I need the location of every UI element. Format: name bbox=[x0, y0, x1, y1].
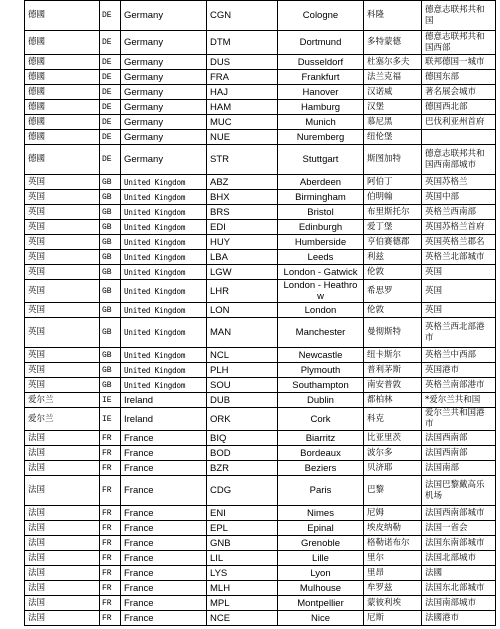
city-note: 英格兰西北部港市 bbox=[422, 318, 496, 348]
city-name-cn: 伦敦 bbox=[364, 303, 422, 318]
table-row bbox=[25, 408, 496, 431]
country-code: DE bbox=[100, 130, 121, 145]
city-name-cn: 纽卡斯尔 bbox=[364, 348, 422, 363]
country-code: GB bbox=[100, 280, 121, 303]
country-name-cn: 德國 bbox=[25, 130, 100, 145]
city-name-cn: 蒙彼利埃 bbox=[364, 596, 422, 611]
country-code: FR bbox=[100, 566, 121, 581]
airport-code: EDI bbox=[207, 220, 278, 235]
country-name-cn: 法国 bbox=[25, 521, 100, 536]
country-name: France bbox=[121, 566, 207, 581]
country-code: FR bbox=[100, 521, 121, 536]
city-name: Hamburg bbox=[278, 100, 364, 115]
table-row bbox=[25, 70, 496, 85]
city-name: Manchester bbox=[278, 318, 364, 348]
city-note: 英国中部 bbox=[422, 190, 496, 205]
city-name-cn: 伦敦 bbox=[364, 265, 422, 280]
table-row bbox=[25, 536, 496, 551]
table-row bbox=[25, 348, 496, 363]
table-row bbox=[25, 100, 496, 115]
airport-code: ORK bbox=[207, 408, 278, 431]
city-name: London - Gatwick bbox=[278, 265, 364, 280]
airport-code: BHX bbox=[207, 190, 278, 205]
city-note: 德意志联邦共和国 bbox=[422, 1, 496, 31]
city-note: 法国西南部 bbox=[422, 446, 496, 461]
country-code: GB bbox=[100, 378, 121, 393]
city-name: Montpellier bbox=[278, 596, 364, 611]
country-name: United Kingdom bbox=[121, 265, 207, 280]
country-code: DE bbox=[100, 145, 121, 175]
country-name: United Kingdom bbox=[121, 348, 207, 363]
country-name: United Kingdom bbox=[121, 235, 207, 250]
country-name: Ireland bbox=[121, 393, 207, 408]
city-name-cn: 伯明翰 bbox=[364, 190, 422, 205]
city-name-cn: 南安普敦 bbox=[364, 378, 422, 393]
country-name: France bbox=[121, 476, 207, 506]
city-note: 英格兰中西部 bbox=[422, 348, 496, 363]
city-name: Southampton bbox=[278, 378, 364, 393]
country-name-cn: 英国 bbox=[25, 348, 100, 363]
airport-code: GNB bbox=[207, 536, 278, 551]
city-name: Beziers bbox=[278, 461, 364, 476]
country-name-cn: 法国 bbox=[25, 611, 100, 626]
table-row bbox=[25, 506, 496, 521]
country-name: Germany bbox=[121, 1, 207, 31]
country-name-cn: 德國 bbox=[25, 1, 100, 31]
city-name: Nice bbox=[278, 611, 364, 626]
city-name-cn: 亨伯赛德郡 bbox=[364, 235, 422, 250]
country-name-cn: 法国 bbox=[25, 581, 100, 596]
table-row bbox=[25, 31, 496, 55]
country-name: France bbox=[121, 536, 207, 551]
city-name-cn: 杜塞尔多夫 bbox=[364, 55, 422, 70]
country-name-cn: 法国 bbox=[25, 446, 100, 461]
country-code: FR bbox=[100, 536, 121, 551]
table-row bbox=[25, 175, 496, 190]
country-name: France bbox=[121, 461, 207, 476]
country-name: United Kingdom bbox=[121, 190, 207, 205]
table-row bbox=[25, 235, 496, 250]
city-note: 英格兰北部城市 bbox=[422, 250, 496, 265]
airport-code: HAM bbox=[207, 100, 278, 115]
country-name-cn: 德國 bbox=[25, 70, 100, 85]
country-name-cn: 英国 bbox=[25, 280, 100, 303]
airport-code: MLH bbox=[207, 581, 278, 596]
country-code: DE bbox=[100, 85, 121, 100]
airport-code: MAN bbox=[207, 318, 278, 348]
city-note: 法國 bbox=[422, 566, 496, 581]
country-code: GB bbox=[100, 250, 121, 265]
city-name: Birmingham bbox=[278, 190, 364, 205]
city-note: 联邦德国一城市 bbox=[422, 55, 496, 70]
city-note: 英格兰南部港市 bbox=[422, 378, 496, 393]
country-name: France bbox=[121, 611, 207, 626]
airport-code: MPL bbox=[207, 596, 278, 611]
city-name: Epinal bbox=[278, 521, 364, 536]
table-row bbox=[25, 461, 496, 476]
country-name: United Kingdom bbox=[121, 205, 207, 220]
city-note: 法國港市 bbox=[422, 611, 496, 626]
country-name-cn: 英国 bbox=[25, 250, 100, 265]
country-code: GB bbox=[100, 205, 121, 220]
table-row bbox=[25, 280, 496, 303]
airport-code: BRS bbox=[207, 205, 278, 220]
city-note: 英国 bbox=[422, 303, 496, 318]
country-code: FR bbox=[100, 581, 121, 596]
country-code: GB bbox=[100, 348, 121, 363]
country-name-cn: 英国 bbox=[25, 235, 100, 250]
country-code: DE bbox=[100, 55, 121, 70]
country-name: United Kingdom bbox=[121, 378, 207, 393]
country-name-cn: 德國 bbox=[25, 115, 100, 130]
country-code: GB bbox=[100, 265, 121, 280]
country-name-cn: 法国 bbox=[25, 551, 100, 566]
country-code: IE bbox=[100, 408, 121, 431]
table-row bbox=[25, 476, 496, 506]
country-code: FR bbox=[100, 506, 121, 521]
country-name: France bbox=[121, 506, 207, 521]
table-row bbox=[25, 551, 496, 566]
city-name: Grenoble bbox=[278, 536, 364, 551]
airport-code-table bbox=[24, 0, 496, 626]
country-name-cn: 英国 bbox=[25, 303, 100, 318]
country-name: United Kingdom bbox=[121, 318, 207, 348]
city-note: 法国西南部城市 bbox=[422, 506, 496, 521]
country-name: Germany bbox=[121, 115, 207, 130]
city-name-cn: 曼彻斯特 bbox=[364, 318, 422, 348]
airport-code: BOD bbox=[207, 446, 278, 461]
country-name: France bbox=[121, 581, 207, 596]
country-name-cn: 英国 bbox=[25, 318, 100, 348]
table-row bbox=[25, 363, 496, 378]
city-name-cn: 尼姆 bbox=[364, 506, 422, 521]
city-name: Bordeaux bbox=[278, 446, 364, 461]
country-name: Ireland bbox=[121, 408, 207, 431]
table-row bbox=[25, 596, 496, 611]
country-name: Germany bbox=[121, 85, 207, 100]
country-name-cn: 德國 bbox=[25, 100, 100, 115]
airport-code: BIQ bbox=[207, 431, 278, 446]
city-note: 德意志联邦共和国西南部城市 bbox=[422, 145, 496, 175]
table-row bbox=[25, 130, 496, 145]
city-name: Biarritz bbox=[278, 431, 364, 446]
airport-code: DUS bbox=[207, 55, 278, 70]
country-name-cn: 英国 bbox=[25, 378, 100, 393]
airport-code: PLH bbox=[207, 363, 278, 378]
city-name: London - Heathrow bbox=[278, 280, 364, 303]
city-note: 法国南部 bbox=[422, 461, 496, 476]
city-name-cn: 格勒诺布尔 bbox=[364, 536, 422, 551]
country-code: DE bbox=[100, 115, 121, 130]
table-row bbox=[25, 431, 496, 446]
airport-code: DTM bbox=[207, 31, 278, 55]
country-name: France bbox=[121, 446, 207, 461]
city-name: Dusseldorf bbox=[278, 55, 364, 70]
city-note: 英国港市 bbox=[422, 363, 496, 378]
country-code: FR bbox=[100, 596, 121, 611]
airport-code: NCL bbox=[207, 348, 278, 363]
country-code: IE bbox=[100, 393, 121, 408]
country-code: DE bbox=[100, 1, 121, 31]
table-row bbox=[25, 521, 496, 536]
city-name: Edinburgh bbox=[278, 220, 364, 235]
city-name: Frankfurt bbox=[278, 70, 364, 85]
country-code: FR bbox=[100, 611, 121, 626]
country-name-cn: 法国 bbox=[25, 461, 100, 476]
country-code: FR bbox=[100, 476, 121, 506]
country-code: FR bbox=[100, 431, 121, 446]
table-row bbox=[25, 318, 496, 348]
country-name-cn: 法国 bbox=[25, 566, 100, 581]
country-code: FR bbox=[100, 461, 121, 476]
table-row bbox=[25, 581, 496, 596]
city-name-cn: 埃皮纳勒 bbox=[364, 521, 422, 536]
country-name-cn: 德國 bbox=[25, 85, 100, 100]
table-row bbox=[25, 85, 496, 100]
city-name-cn: 里尔 bbox=[364, 551, 422, 566]
airport-code: BZR bbox=[207, 461, 278, 476]
country-name-cn: 德國 bbox=[25, 31, 100, 55]
airport-code: EPL bbox=[207, 521, 278, 536]
country-code: DE bbox=[100, 70, 121, 85]
airport-code: LHR bbox=[207, 280, 278, 303]
city-name: Cologne bbox=[278, 1, 364, 31]
airport-code: ENI bbox=[207, 506, 278, 521]
country-name: United Kingdom bbox=[121, 250, 207, 265]
city-note: 法国巴黎戴高乐机场 bbox=[422, 476, 496, 506]
city-note bbox=[422, 130, 496, 145]
country-name-cn: 英国 bbox=[25, 190, 100, 205]
airport-code: LON bbox=[207, 303, 278, 318]
country-name: France bbox=[121, 431, 207, 446]
city-note: 巴伐利亚州首府 bbox=[422, 115, 496, 130]
city-name: Dortmund bbox=[278, 31, 364, 55]
city-note: 法国东南部城市 bbox=[422, 536, 496, 551]
city-name: Munich bbox=[278, 115, 364, 130]
city-name: Nimes bbox=[278, 506, 364, 521]
country-name: France bbox=[121, 521, 207, 536]
city-name: Newcastle bbox=[278, 348, 364, 363]
city-note: 爱尔兰共和国港市 bbox=[422, 408, 496, 431]
airport-code: FRA bbox=[207, 70, 278, 85]
country-name: Germany bbox=[121, 31, 207, 55]
city-note: 法国东北部城市 bbox=[422, 581, 496, 596]
country-name-cn: 英国 bbox=[25, 220, 100, 235]
airport-code: STR bbox=[207, 145, 278, 175]
city-name-cn: 尼斯 bbox=[364, 611, 422, 626]
airport-code: CGN bbox=[207, 1, 278, 31]
country-code: FR bbox=[100, 551, 121, 566]
table-row bbox=[25, 393, 496, 408]
city-name-cn: 贝济耶 bbox=[364, 461, 422, 476]
city-name-cn: 普利茅斯 bbox=[364, 363, 422, 378]
city-note: 著名展会城市 bbox=[422, 85, 496, 100]
table-row bbox=[25, 205, 496, 220]
country-code: GB bbox=[100, 303, 121, 318]
city-name: Paris bbox=[278, 476, 364, 506]
city-name-cn: 利兹 bbox=[364, 250, 422, 265]
city-name: Bristol bbox=[278, 205, 364, 220]
country-name: United Kingdom bbox=[121, 363, 207, 378]
city-name: Mulhouse bbox=[278, 581, 364, 596]
city-name: Dublin bbox=[278, 393, 364, 408]
country-code: DE bbox=[100, 100, 121, 115]
city-name-cn: 阿伯丁 bbox=[364, 175, 422, 190]
city-name: Plymouth bbox=[278, 363, 364, 378]
country-name-cn: 德國 bbox=[25, 55, 100, 70]
country-name: France bbox=[121, 596, 207, 611]
country-code: GB bbox=[100, 318, 121, 348]
country-name-cn: 法国 bbox=[25, 596, 100, 611]
country-name-cn: 英国 bbox=[25, 265, 100, 280]
country-code: GB bbox=[100, 363, 121, 378]
airport-code: HAJ bbox=[207, 85, 278, 100]
airport-code: MUC bbox=[207, 115, 278, 130]
table-row bbox=[25, 115, 496, 130]
country-code: DE bbox=[100, 31, 121, 55]
airport-code: NCE bbox=[207, 611, 278, 626]
city-name-cn: 纽伦堡 bbox=[364, 130, 422, 145]
city-note: 英国 bbox=[422, 280, 496, 303]
city-note: 法国一省会 bbox=[422, 521, 496, 536]
airport-code: SOU bbox=[207, 378, 278, 393]
city-name-cn: 慕尼黑 bbox=[364, 115, 422, 130]
country-name: United Kingdom bbox=[121, 175, 207, 190]
city-name-cn: 希思罗 bbox=[364, 280, 422, 303]
city-name-cn: 波尔多 bbox=[364, 446, 422, 461]
city-note: 德国东部 bbox=[422, 70, 496, 85]
city-name-cn: 斯图加特 bbox=[364, 145, 422, 175]
city-name-cn: 里昂 bbox=[364, 566, 422, 581]
country-name-cn: 英国 bbox=[25, 175, 100, 190]
city-name-cn: 比亚里茨 bbox=[364, 431, 422, 446]
airport-code: LBA bbox=[207, 250, 278, 265]
country-name-cn: 法国 bbox=[25, 506, 100, 521]
city-note: 德国西北部 bbox=[422, 100, 496, 115]
table-row bbox=[25, 265, 496, 280]
city-name-cn: 巴黎 bbox=[364, 476, 422, 506]
country-name: France bbox=[121, 551, 207, 566]
country-name: United Kingdom bbox=[121, 280, 207, 303]
airport-code: LYS bbox=[207, 566, 278, 581]
airport-code: NUE bbox=[207, 130, 278, 145]
city-note: *爱尔兰共和国 bbox=[422, 393, 496, 408]
country-code: FR bbox=[100, 446, 121, 461]
city-name: Lyon bbox=[278, 566, 364, 581]
city-name: Nuremberg bbox=[278, 130, 364, 145]
city-note: 法国南部城市 bbox=[422, 596, 496, 611]
city-name: Leeds bbox=[278, 250, 364, 265]
table-row bbox=[25, 190, 496, 205]
city-name-cn: 爱丁堡 bbox=[364, 220, 422, 235]
airport-code: DUB bbox=[207, 393, 278, 408]
airport-code: LGW bbox=[207, 265, 278, 280]
table-body bbox=[25, 1, 496, 626]
city-name: Aberdeen bbox=[278, 175, 364, 190]
city-note: 英国苏格兰 bbox=[422, 175, 496, 190]
airport-code: CDG bbox=[207, 476, 278, 506]
country-name-cn: 德國 bbox=[25, 145, 100, 175]
table-row bbox=[25, 250, 496, 265]
city-note: 英国 bbox=[422, 265, 496, 280]
country-name-cn: 英国 bbox=[25, 363, 100, 378]
country-name: United Kingdom bbox=[121, 220, 207, 235]
country-name: United Kingdom bbox=[121, 303, 207, 318]
country-name: Germany bbox=[121, 130, 207, 145]
city-name-cn: 科克 bbox=[364, 408, 422, 431]
country-code: GB bbox=[100, 190, 121, 205]
city-name-cn: 汉诺威 bbox=[364, 85, 422, 100]
country-name: Germany bbox=[121, 145, 207, 175]
country-name: Germany bbox=[121, 55, 207, 70]
city-name: Lille bbox=[278, 551, 364, 566]
city-name: London bbox=[278, 303, 364, 318]
city-note: 法国西南部 bbox=[422, 431, 496, 446]
city-note: 德意志联邦共和国西部 bbox=[422, 31, 496, 55]
city-name-cn: 法兰克福 bbox=[364, 70, 422, 85]
table-row bbox=[25, 378, 496, 393]
city-name-cn: 汉堡 bbox=[364, 100, 422, 115]
airport-code: ABZ bbox=[207, 175, 278, 190]
city-name: Humberside bbox=[278, 235, 364, 250]
city-note: 英格兰西南部 bbox=[422, 205, 496, 220]
city-name-cn: 多特蒙德 bbox=[364, 31, 422, 55]
city-name: Cork bbox=[278, 408, 364, 431]
table-row bbox=[25, 611, 496, 626]
city-name-cn: 布里斯托尔 bbox=[364, 205, 422, 220]
table-row bbox=[25, 220, 496, 235]
country-name-cn: 法国 bbox=[25, 476, 100, 506]
city-name-cn: 科隆 bbox=[364, 1, 422, 31]
city-name-cn: 牟罗兹 bbox=[364, 581, 422, 596]
country-name-cn: 英国 bbox=[25, 205, 100, 220]
country-name-cn: 爱尔兰 bbox=[25, 408, 100, 431]
country-name-cn: 爱尔兰 bbox=[25, 393, 100, 408]
country-code: GB bbox=[100, 235, 121, 250]
airport-code: LIL bbox=[207, 551, 278, 566]
table-row bbox=[25, 446, 496, 461]
table-row bbox=[25, 303, 496, 318]
city-name: Hanover bbox=[278, 85, 364, 100]
city-note: 英国苏格兰首府 bbox=[422, 220, 496, 235]
country-name-cn: 法国 bbox=[25, 431, 100, 446]
city-name-cn: 都柏林 bbox=[364, 393, 422, 408]
table-row bbox=[25, 566, 496, 581]
country-code: GB bbox=[100, 220, 121, 235]
country-code: GB bbox=[100, 175, 121, 190]
table-row bbox=[25, 145, 496, 175]
city-note: 法国北部城市 bbox=[422, 551, 496, 566]
country-name: Germany bbox=[121, 70, 207, 85]
country-name: Germany bbox=[121, 100, 207, 115]
city-name: Stuttgart bbox=[278, 145, 364, 175]
country-name-cn: 法国 bbox=[25, 536, 100, 551]
city-note: 英国英格兰郡名 bbox=[422, 235, 496, 250]
table-row bbox=[25, 1, 496, 31]
airport-code: HUY bbox=[207, 235, 278, 250]
table-row bbox=[25, 55, 496, 70]
